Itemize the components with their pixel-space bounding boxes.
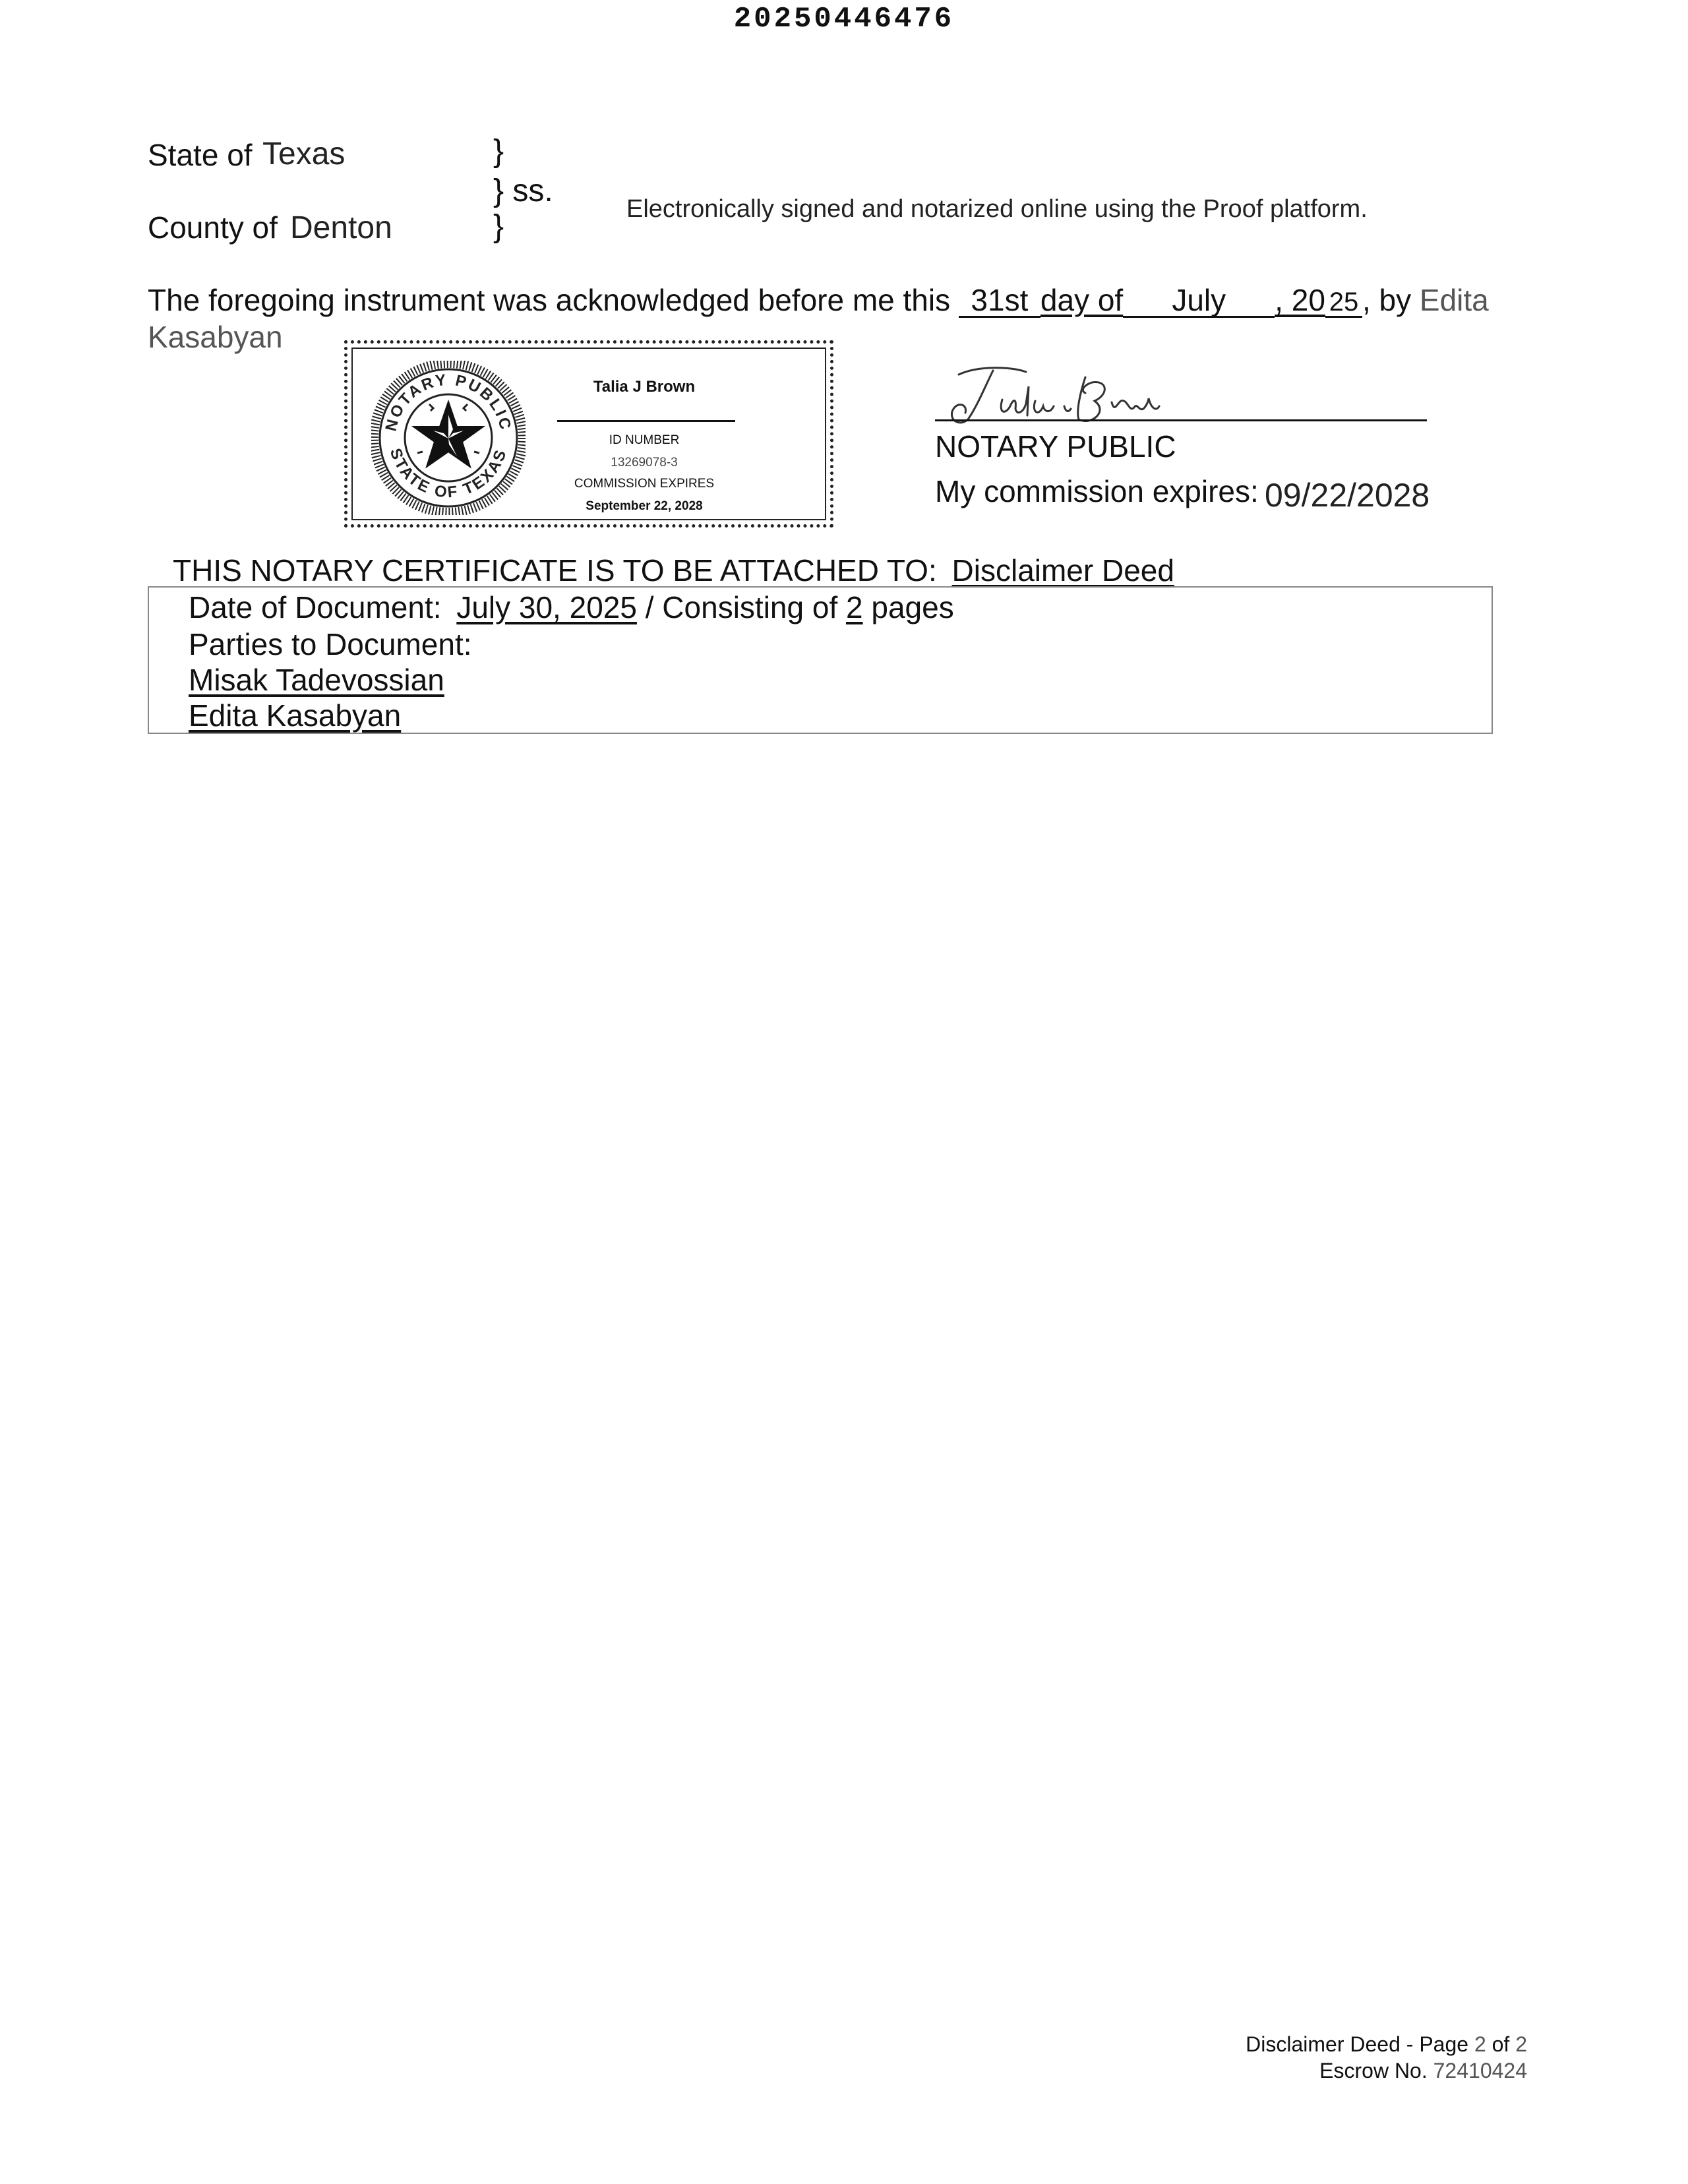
notary-public-title: NOTARY PUBLIC xyxy=(935,429,1176,464)
county-value: Denton xyxy=(290,210,392,245)
ack-signer-last: Kasabyan xyxy=(148,320,283,354)
party-name: Edita Kasabyan xyxy=(189,698,402,733)
ack-lead: The foregoing instrument was acknowledged before me this xyxy=(148,283,951,317)
county-label: County of xyxy=(148,210,278,245)
footer-total: 2 xyxy=(1515,2032,1527,2056)
state-label: State of xyxy=(148,138,253,172)
seal-commission-label: COMMISSION EXPIRES xyxy=(574,477,715,491)
footer-page-info xyxy=(1246,2032,1527,2057)
brace-top: } xyxy=(493,134,504,169)
signature-line xyxy=(935,419,1427,421)
footer-escrow xyxy=(1319,2059,1527,2083)
footer-of: of xyxy=(1492,2032,1510,2056)
seal-ring-top: NOTARY PUBLIC xyxy=(382,371,515,433)
state-value: Texas xyxy=(262,136,346,171)
footer-doc-label: Disclaimer Deed - Page xyxy=(1246,2032,1469,2056)
footer-page: 2 xyxy=(1474,2032,1486,2056)
attach-heading xyxy=(173,553,1174,588)
page-count: 2 xyxy=(846,590,863,624)
ss-brace: } ss. xyxy=(493,173,553,208)
consisting-label: / Consisting of xyxy=(645,590,838,624)
parties-label: Parties to Document: xyxy=(189,627,472,661)
ack-signer-first: Edita xyxy=(1419,283,1489,317)
ack-by: , by xyxy=(1362,283,1412,317)
ack-year: 25 xyxy=(1325,288,1362,318)
date-of-document-line xyxy=(189,590,954,625)
texas-star-seal-icon xyxy=(371,361,526,515)
party-name: Misak Tadevossian xyxy=(189,663,444,697)
seal-divider xyxy=(557,420,735,422)
seal-commission-date: September 22, 2028 xyxy=(586,499,703,513)
commission-expires-date: 09/22/2028 xyxy=(1265,477,1430,514)
ack-month: July xyxy=(1123,284,1275,318)
acknowledgment-line xyxy=(148,282,1489,318)
ack-day-of: day of xyxy=(1040,283,1124,317)
ack-year-prefix: , 20 xyxy=(1275,283,1325,317)
proof-notice: Electronically signed and notarized online using the Proof platform. xyxy=(626,195,1368,223)
svg-text:STATE OF TEXAS xyxy=(386,446,510,502)
seal-ring-bottom: STATE OF TEXAS xyxy=(386,446,511,502)
attach-doc-name: Disclaimer Deed xyxy=(951,553,1174,588)
brace-bottom: } xyxy=(493,209,504,244)
date-of-document-label: Date of Document: xyxy=(189,590,442,624)
document-number: 20250446476 xyxy=(733,3,955,36)
seal-id-number: 13269078-3 xyxy=(611,456,678,470)
ack-day: 31st xyxy=(959,284,1040,318)
seal-id-label: ID NUMBER xyxy=(609,433,680,447)
seal-notary-name: Talia J Brown xyxy=(593,378,696,396)
commission-expires-label: My commission expires: xyxy=(935,474,1259,508)
date-of-document-value: July 30, 2025 xyxy=(456,590,637,624)
attach-heading-label: THIS NOTARY CERTIFICATE IS TO BE ATTACHED TO: xyxy=(173,553,937,588)
footer-escrow-label: Escrow No. xyxy=(1319,2059,1428,2082)
notary-seal-stamp xyxy=(344,340,833,528)
footer-escrow-number: 72410424 xyxy=(1433,2059,1527,2082)
notary-signature-image xyxy=(939,360,1163,429)
pages-label: pages xyxy=(871,590,954,624)
